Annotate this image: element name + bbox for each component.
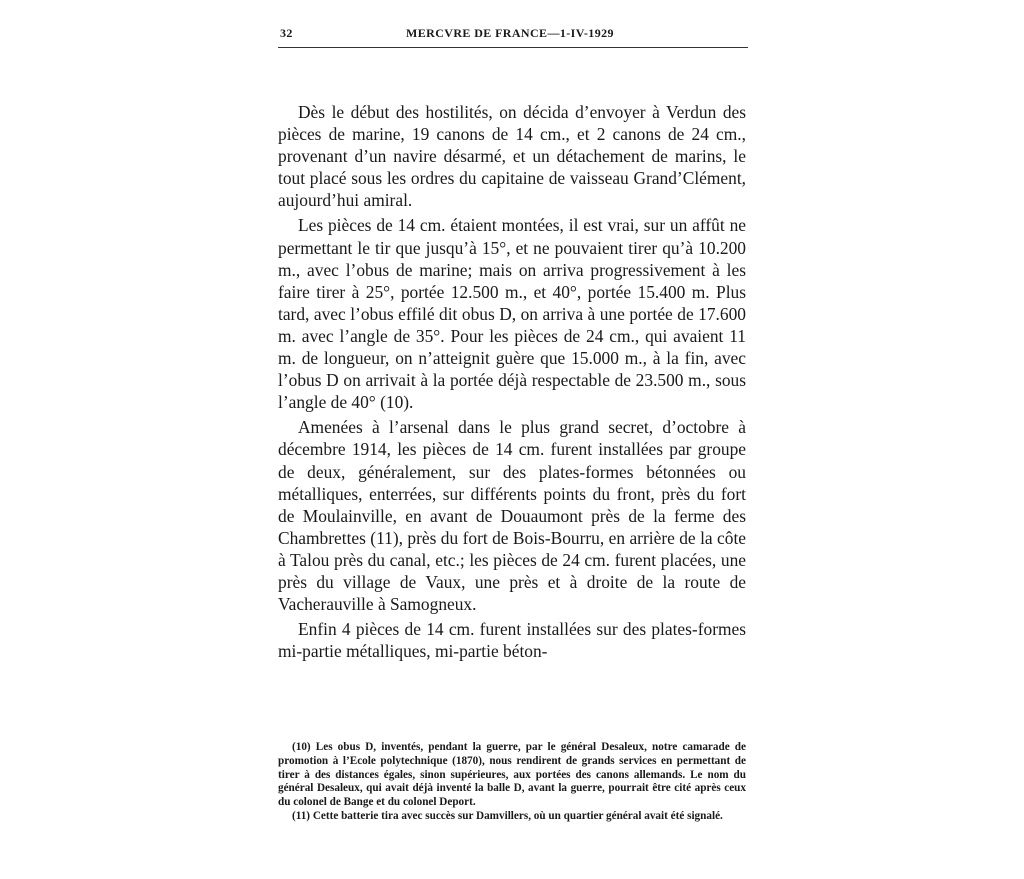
journal-title: MERCVRE DE FRANCE—1-IV-1929 [406, 26, 614, 40]
body-text [278, 101, 746, 665]
header-rule [278, 47, 748, 48]
footnotes [278, 741, 746, 824]
running-head [278, 22, 748, 44]
page-number: 32 [280, 26, 293, 40]
book-page [278, 22, 748, 822]
paragraph: Enfin 4 pièces de 14 cm. furent installées sur des plates-formes mi-partie métalliques, mi-partie béton- [278, 619, 746, 662]
footnote-11: (11) Cette batterie tira avec succès sur Damvillers, où un quartier général avait été signalé. [292, 809, 723, 822]
paragraph: Les pièces de 14 cm. étaient montées, il est vrai, sur un affût ne permettant le tir que jusqu’à 15°, et ne pouvaient tirer qu’à 10.200 m., avec l’obus de marine; mais on arriva progressivement à les faire tirer à 25°, portée 12.500 m., et 40°, portée 15.400 m. Plus tard, avec l’obus effilé dit obus D, on arriva à une portée de 17.600 m. avec l’angle de 35°. Pour les pièces de 24 cm., qui avaient 11 m. de longueur, on n’atteignit guère que 15.000 m., à la fin, avec l’obus D on arrivait à la portée déjà respectable de 23.500 m., sous l’angle de 40° (10). [278, 215, 746, 413]
footnote-10: (10) Les obus D, inventés, pendant la guerre, par le général Desaleux, notre camarade de promotion à l’Ecole polytechnique (1870), nous rendirent de grands services en permettant de tirer à des distances égales, sinon supérieures, aux portées des canons allemands. Le nom du général Desaleux, qui avait déjà inventé la balle D, avant la guerre, pourrait être cité après ceux du colonel de Bange et du colonel Deport. [278, 741, 746, 809]
paragraph: Amenées à l’arsenal dans le plus grand secret, d’octobre à décembre 1914, les pièces de 14 cm. furent installées par groupe de deux, généralement, sur des plates-formes bétonnées ou métalliques, enterrées, sur différents points du front, près du fort de Moulainville, en avant de Douaumont près de la ferme des Chambrettes (11), près du fort de Bois-Bourru, en arrière de la côte à Talou près du canal, etc.; les pièces de 24 cm. furent placées, une près du village de Vaux, une près et à droite de la route de Vacherauville à Samogneux. [278, 417, 746, 615]
paragraph: Dès le début des hostilités, on décida d’envoyer à Verdun des pièces de marine, 19 canons de 14 cm., et 2 canons de 24 cm., provenant d’un navire désarmé, et un détachement de marins, le tout placé sous les ordres du capitaine de vaisseau Grand’Clément, aujourd’hui amiral. [278, 102, 746, 211]
